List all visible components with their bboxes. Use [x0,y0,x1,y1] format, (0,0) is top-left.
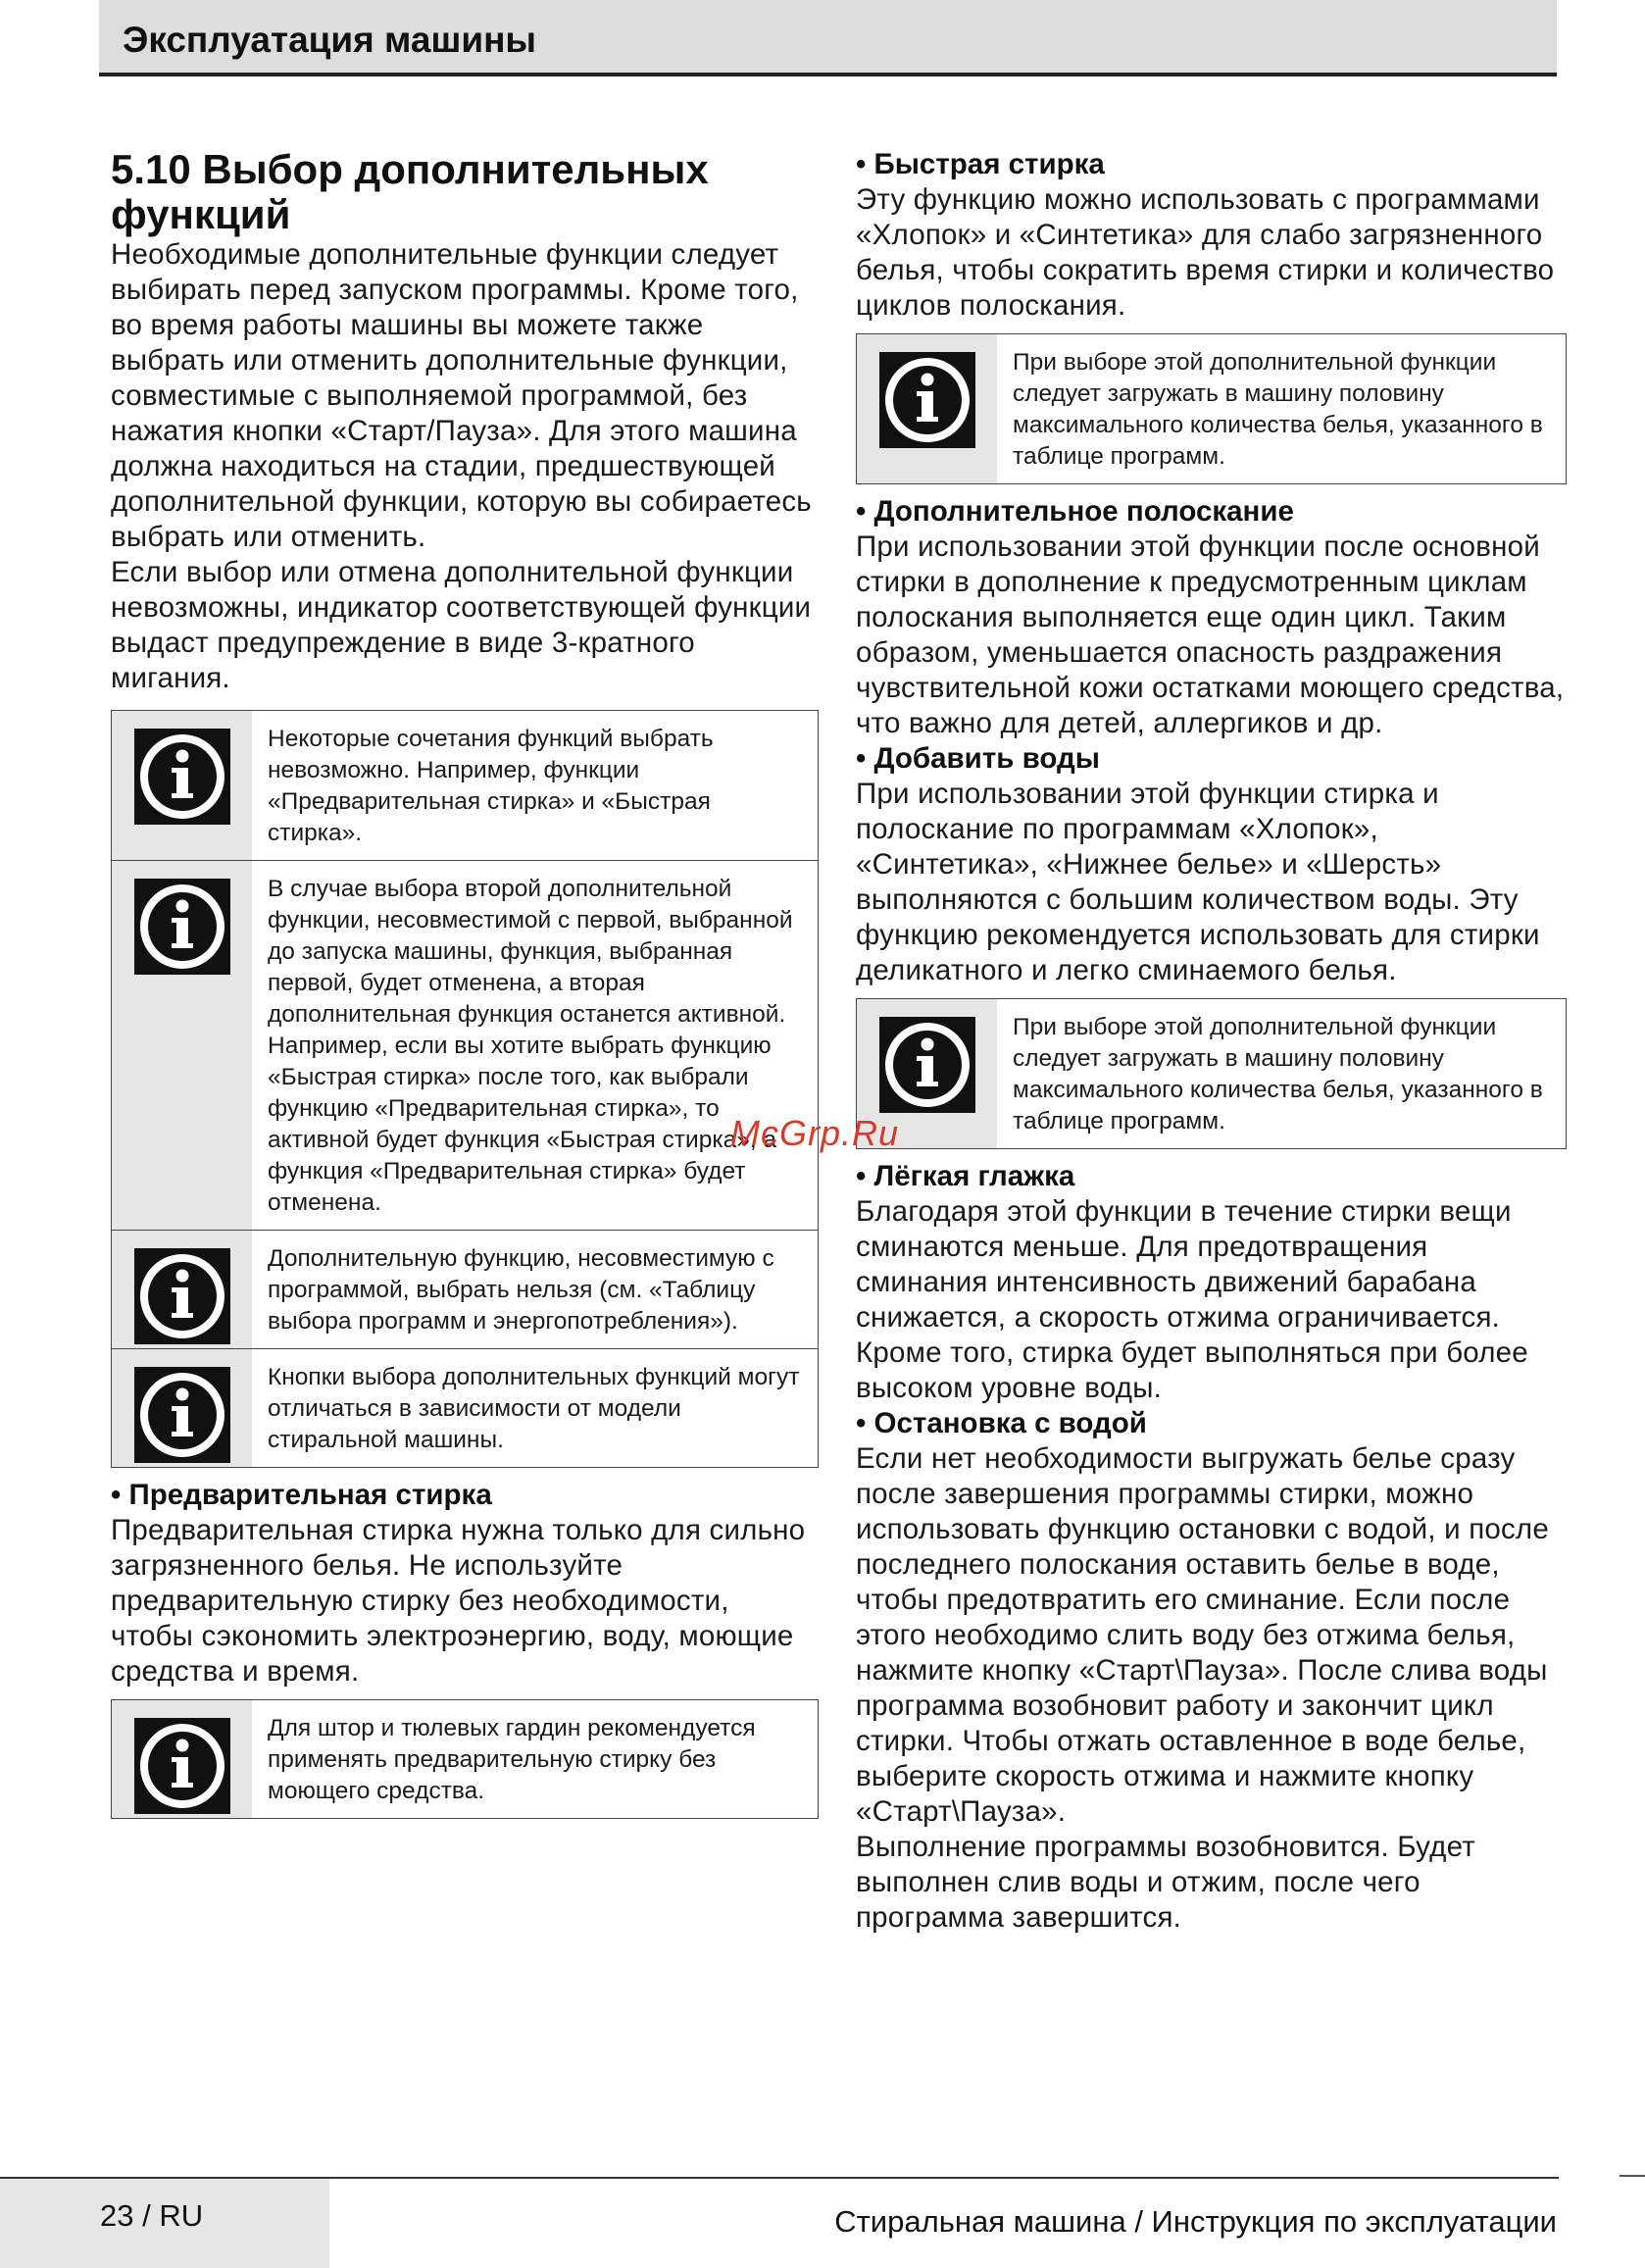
header-bar [99,0,1557,76]
note-row [857,999,1566,1148]
page-number: 23 / RU [100,2198,204,2233]
add-water-heading: • Добавить воды [856,742,1100,775]
rinse-hold-text: Если нет необходимости выгружать белье сразу после завершения программы стирки, можно использовать функцию остановки с водой, и после последнего полоскания оставить белье в воде, чтобы предотвратить его сминание. Если после этого необходимо слить воду без отжима белья, нажмите кнопку «Старт\Пауза». После слива воды программа возобновит работу и закончит цикл стирки. Чтобы отжать оставленное в воде белье, выберите скорость отжима и нажмите кнопку «Старт\Пауза». [856,1442,1549,1828]
header-title: Эксплуатация машины [123,20,537,60]
rinse-hold-text-2: Выполнение программы возобновится. Будет выполнен слив воды и отжим, после чего программа завершится. [856,1831,1475,1934]
rinse-hold-heading: • Остановка с водой [856,1407,1147,1439]
info-icon [112,1700,252,1818]
add-water-note-table [856,998,1567,1149]
note-row [112,711,818,860]
note-text: Некоторые сочетания функций выбрать невозможно. Например, функции «Предварительная стирка» и «Быстрая стирка». [268,726,714,846]
extra-rinse-heading: • Дополнительное полоскание [856,495,1294,528]
note-text: При выборе этой дополнительной функции следует загружать в машину половину максимального количества белья, указанного в таблице программ. [1013,349,1543,470]
note-text: В случае выбора второй дополнительной функции, несовместимой с первой, выбранной до запуска машины, функция, выбранная первой, будет отменена, а вторая дополнительная функция останется активной. Например, если вы хотите выбрать функцию «Быстрая стирка» после того, как выбрали функцию «Предварительная стирка», то активной будет функция «Быстрая стирка», а функция «Предварительная стирка» будет отменена. [268,876,793,1216]
note-text: Дополнительную функцию, несовместимую с программой, выбрать нельзя (см. «Таблицу выбора программ и энергопотребления»). [268,1245,774,1335]
note-text: Для штор и тюлевых гардин рекомендуется применять предварительную стирку без моющего средства. [268,1715,756,1804]
quick-wash-heading: • Быстрая стирка [856,148,1105,180]
prewash-note-table [111,1699,819,1819]
footer-divider-tick [1620,2175,1645,2177]
info-icon [112,861,252,1230]
info-icon [112,1349,252,1467]
quick-wash-note-table [856,333,1567,484]
easy-iron-heading: • Лёгкая глажка [856,1160,1075,1192]
note-text: Кнопки выбора дополнительных функций могут отличаться в зависимости от модели стиральной машины. [268,1364,800,1453]
intro-paragraph: Необходимые дополнительные функции следует выбирать перед запуском программы. Кроме того, во время работы машины вы можете также выбрать или отменить дополнительные функции, совместимые с выполняемой программой, без нажатия кнопки «Старт/Пауза». Для этого машина должна находиться на стадии, предшествующей дополнительной функции, которую вы собираетесь выбрать или отменить. [111,238,812,553]
info-icon [857,334,997,483]
left-column [111,147,819,1819]
note-text: При выборе этой дополнительной функции следует загружать в машину половину максимального количества белья, указанного в таблице программ. [1013,1014,1543,1134]
info-icon [112,1231,252,1348]
right-column [856,147,1567,1936]
note-row [857,334,1566,483]
section-title: 5.10 Выбор дополнительных функций [111,146,709,237]
quick-wash-text: Эту функцию можно использовать с программами «Хлопок» и «Синтетика» для слабо загрязненного белья, чтобы сократить время стирки и количество циклов полоскания. [856,183,1555,322]
note-row [112,860,818,1230]
intro-paragraph-2: Если выбор или отмена дополнительной функции невозможны, индикатор соответствующей функции выдаст предупреждение в виде 3-кратного мигания. [111,556,812,694]
easy-iron-text: Благодаря этой функции в течение стирки вещи сминаются меньше. Для предотвращения сминания интенсивность движений барабана снижается, а скорость отжима ограничивается. Кроме того, стирка будет выполняться при более высоком уровне воды. [856,1195,1528,1404]
watermark: McGrp.Ru [730,1113,900,1153]
prewash-text: Предварительная стирка нужна только для сильно загрязненного белья. Не используйте предварительную стирку без необходимости, чтобы сэкономить электроэнергию, воду, моющие средства и время. [111,1514,806,1688]
document-title: Стиральная машина / Инструкция по эксплуатации [834,2204,1557,2239]
note-row [112,1700,818,1818]
notes-table [111,710,819,1468]
prewash-heading: • Предварительная стирка [111,1479,492,1511]
note-row [112,1230,818,1348]
add-water-text: При использовании этой функции стирка и полоскание по программам «Хлопок», «Синтетика», «Нижнее белье» и «Шерсть» выполняются с большим количеством воды. Эту функцию рекомендуется использовать для стирки деликатного и легко сминаемого белья. [856,778,1540,986]
note-row [112,1348,818,1467]
extra-rinse-text: При использовании этой функции после основной стирки в дополнение к предусмотренным циклам полоскания выполняется еще один цикл. Таким образом, уменьшается опасность раздражения чувствительной кожи остатками моющего средства, что важно для детей, аллергиков и др. [856,530,1565,739]
info-icon [112,711,252,860]
